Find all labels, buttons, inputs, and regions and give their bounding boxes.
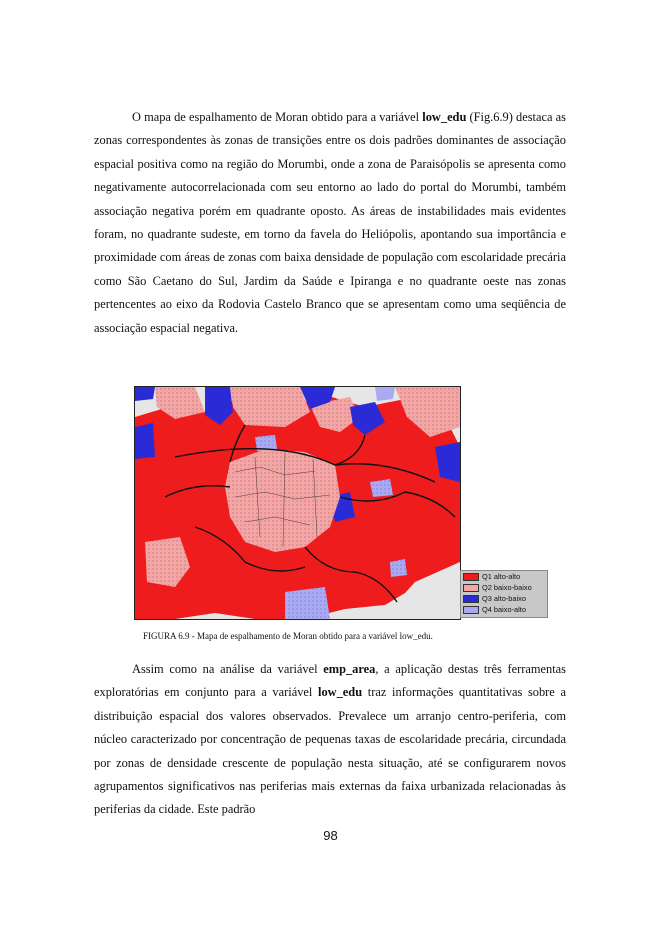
legend-item-q3: Q3 alto-baixo	[463, 594, 547, 604]
legend-swatch	[463, 584, 479, 592]
legend-swatch	[463, 606, 479, 614]
legend-swatch	[463, 595, 479, 603]
legend-item-q2: Q2 baixo-baixo	[463, 583, 547, 593]
page-number: 98	[323, 828, 338, 843]
legend-item-q4: Q4 baixo-alto	[463, 605, 547, 615]
paragraph-analysis: Assim como na análise da variável emp_area, a aplicação destas três ferramentas exploratórias em conjunto para a variável low_edu traz informações quantitativas sobre a distribuição espacial dos valores observados. Prevalece um arranjo centro-periferia, com núcleo caracterizado por concentração de pequenas taxas de escolaridade precária, circundada por zonas de densidade crescente de população nesta situação, até se configurarem novos agrupamentos significativos nas periferias mais externas da faixa urbanizada relacionadas às periferias da cidade. Este padrão	[94, 662, 566, 817]
variable-name: low_edu	[318, 685, 363, 700]
legend-swatch	[463, 573, 479, 581]
map-image	[135, 387, 460, 619]
variable-name: low_edu	[422, 110, 467, 124]
moran-scatter-map	[134, 386, 461, 620]
variable-name: emp_area	[323, 662, 376, 676]
paragraph-moran-map: O mapa de espalhamento de Moran obtido para a variável low_edu (Fig.6.9) destaca as zonas correspondentes às zonas de transições entre os dois padrões dominantes de associação espacial positiva como na região do Morumbi, onde a zona de Paraisópolis se apresenta como negativamente autocorrelacionada com seu entorno ao lado do portal do Morumbi, também associação negativa porém em quadrante oposto. As áreas de instabilidades mais evidentes foram, no quadrante sudeste, em torno da favela do Heliópolis, apontando sua importância e proximidade com áreas de zonas com baixa densidade de população com escolaridade precária como São Caetano do Sul, Jardim da Saúde e Ipiranga e no quadrante oeste nas zonas pertencentes ao eixo da Rodovia Castelo Branco que se apresentam como uma seqüência de associação espacial negativa.	[94, 110, 566, 335]
legend-item-q1: Q1 alto-alto	[463, 572, 547, 582]
figure-caption: FIGURA 6.9 - Mapa de espalhamento de Moran obtido para a variável low_edu.	[143, 631, 433, 641]
figure-moran-map	[134, 386, 546, 620]
map-legend	[460, 570, 548, 618]
